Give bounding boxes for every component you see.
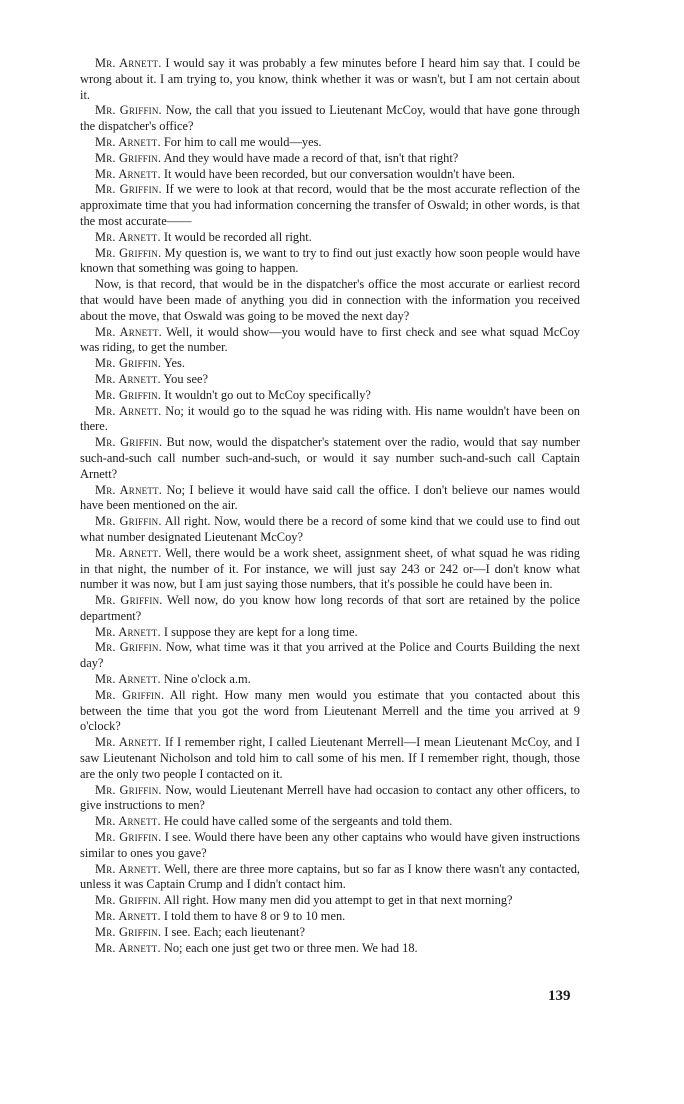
- transcript-paragraph: [80, 277, 580, 324]
- speaker-name: Mr. Griffin.: [95, 150, 162, 165]
- speaker-name: Mr. Griffin.: [95, 387, 162, 402]
- speech-text: I see. Would there have been any other captains who would have given instructions similar to ones you gave?: [80, 830, 580, 860]
- speaker-name: Mr. Arnett.: [95, 134, 161, 149]
- speech-text: You see?: [163, 371, 208, 386]
- speech-text: It would have been recorded, but our conversation wouldn't have been.: [163, 166, 516, 181]
- speaker-name: Mr. Arnett.: [95, 166, 161, 181]
- speaker-name: Mr. Arnett.: [95, 861, 161, 876]
- transcript-paragraph: [80, 909, 580, 925]
- speech-text: I see. Each; each lieutenant?: [164, 924, 305, 939]
- transcript-paragraph: [80, 672, 580, 688]
- speaker-name: Mr. Arnett.: [95, 229, 161, 244]
- speech-text: Yes.: [163, 356, 185, 371]
- speaker-name: Mr. Arnett.: [95, 909, 161, 924]
- speech-text: I told them to have 8 or 9 to 10 men.: [163, 909, 346, 924]
- transcript-paragraph: [80, 103, 580, 135]
- transcript-paragraph: [80, 941, 580, 957]
- transcript-paragraph: [80, 546, 580, 593]
- speaker-name: Mr. Griffin.: [95, 687, 165, 702]
- speaker-name: Mr. Arnett.: [95, 624, 161, 639]
- speech-text: I suppose they are kept for a long time.: [163, 624, 358, 639]
- speech-text: Now, what time was it that you arrived at the Police and Courts Building the next day?: [80, 640, 580, 671]
- transcript-paragraph: [80, 135, 580, 151]
- transcript-paragraph: [80, 640, 580, 672]
- speaker-name: Mr. Arnett.: [95, 324, 162, 339]
- transcript-paragraph: [80, 230, 580, 246]
- speech-text: Now, the call that you issued to Lieutenant McCoy, would that have gone through the dispatcher's office?: [80, 103, 580, 134]
- speaker-name: Mr. Arnett.: [95, 814, 161, 829]
- transcript-paragraph: [80, 925, 580, 941]
- transcript-paragraph: [80, 356, 580, 372]
- speaker-name: Mr. Arnett.: [95, 672, 161, 687]
- transcript-paragraph: [80, 167, 580, 183]
- speech-text: No; I believe it would have said call the office. I don't believe our names would have been mentioned on the air.: [80, 482, 580, 513]
- speech-text: Well now, do you know how long records of that sort are retained by the police department?: [80, 593, 581, 623]
- transcript-paragraph: [80, 735, 580, 782]
- speech-text: Well, there are three more captains, but so far as I know there wasn't any contacted, unless it was Captain Crump and I didn't contact him.: [80, 861, 580, 892]
- speaker-name: Mr. Griffin.: [95, 593, 163, 608]
- speech-text: If we were to look at that record, would that be the most accurate reflection of the approximate time that you had information concerning the transfer of Oswald; in other words, is that the most accurate——: [80, 182, 580, 228]
- transcript-paragraph: [80, 830, 580, 862]
- speech-text: He could have called some of the sergeants and told them.: [163, 814, 453, 829]
- speech-text: Now, would Lieutenant Merrell have had occasion to contact any other officers, to give instructions to men?: [80, 782, 581, 813]
- speaker-name: Mr. Arnett.: [95, 56, 162, 70]
- speaker-name: Mr. Griffin.: [95, 893, 162, 908]
- transcript-paragraph: [80, 151, 580, 167]
- transcript-paragraph: [80, 625, 580, 641]
- transcript-paragraph: [80, 246, 580, 278]
- speech-text: I would say it was probably a few minutes before I heard him say that. I could be wrong about it. I am trying to, you know, think whether it was or wasn't, but I am not certain about it.: [80, 56, 580, 102]
- speech-text: Nine o'clock a.m.: [163, 672, 251, 687]
- transcript-paragraph: [80, 388, 580, 404]
- speech-text: And they would have made a record of that, isn't that right?: [163, 150, 459, 165]
- speech-text: No; each one just get two or three men. We had 18.: [163, 940, 418, 955]
- transcript-paragraph: [80, 372, 580, 388]
- transcript-paragraph: [80, 404, 580, 436]
- speech-text: For him to call me would—yes.: [163, 134, 322, 149]
- speaker-name: Mr. Griffin.: [95, 356, 162, 371]
- speaker-name: Mr. Griffin.: [95, 103, 162, 118]
- speaker-name: Mr. Arnett.: [95, 735, 162, 750]
- transcript-paragraph: [80, 56, 580, 103]
- speaker-name: Mr. Griffin.: [95, 830, 162, 845]
- speech-text: If I remember right, I called Lieutenant Merrell—I mean Lieutenant McCoy, and I saw Lieutenant Nicholson and told him to call some of his men. If I remember right, though, those are the only two people I contacted on it.: [80, 735, 580, 781]
- speech-text: But now, would the dispatcher's statement over the radio, would that say number such-and-such call number such-and-such, or would it say number such-and-such call Captain Arnett?: [80, 435, 581, 481]
- transcript-paragraph: [80, 862, 580, 894]
- speech-text: Well, there would be a work sheet, assignment sheet, of what squad he was riding in that night, the number of it. For instance, we will just say 243 or 242 or—I don't know what number it was now, but I am just saying those numbers, that it's possible he could have been in.: [80, 545, 580, 592]
- transcript-paragraph: [80, 783, 580, 815]
- transcript-paragraph: [80, 814, 580, 830]
- transcript-paragraph: [80, 435, 580, 482]
- speech-text: All right. How many men would you estimate that you contacted about this between the time that you got the word from Lieutenant Merrell and the time you arrived at 9 o'clock?: [80, 687, 581, 734]
- speaker-name: Mr. Arnett.: [95, 940, 161, 955]
- speech-text: No; it would go to the squad he was riding with. His name wouldn't have been on there.: [80, 403, 580, 434]
- page-number: 139: [548, 988, 571, 1004]
- speech-text: My question is, we want to try to find out just exactly how soon people would have known that something was going to happen.: [80, 245, 580, 276]
- speaker-name: Mr. Arnett.: [95, 545, 162, 560]
- speech-text: It would be recorded all right.: [163, 229, 312, 244]
- speaker-name: Mr. Griffin.: [95, 514, 162, 529]
- speaker-name: Mr. Griffin.: [95, 182, 162, 197]
- transcript-paragraph: [80, 688, 580, 735]
- transcript-paragraph: [80, 182, 580, 229]
- speaker-name: Mr. Griffin.: [95, 782, 162, 797]
- transcript-paragraph: [80, 514, 580, 546]
- speech-text: All right. Now, would there be a record of some kind that we could use to find out what number designated Lieutenant McCoy?: [80, 514, 580, 544]
- transcript-paragraph: [80, 483, 580, 515]
- speaker-name: Mr. Arnett.: [95, 371, 161, 386]
- transcript-body: [80, 56, 580, 956]
- speaker-name: Mr. Griffin.: [95, 640, 162, 655]
- speech-text: It wouldn't go out to McCoy specifically?: [164, 387, 371, 402]
- transcript-paragraph: [80, 325, 580, 357]
- transcript-paragraph: [80, 893, 580, 909]
- speech-text: All right. How many men did you attempt to get in that next morning?: [163, 893, 513, 908]
- speech-text: Now, is that record, that would be in the dispatcher's office the most accurate or earliest record that would have been made of anything you did in connection with the information you received about the move, that Oswald was going to be moved the next day?: [80, 277, 580, 323]
- speaker-name: Mr. Arnett.: [95, 482, 163, 497]
- speaker-name: Mr. Griffin.: [95, 435, 163, 450]
- speech-text: Well, it would show—you would have to first check and see what squad McCoy was riding, to get the number.: [80, 324, 580, 355]
- speaker-name: Mr. Griffin.: [95, 245, 162, 260]
- speaker-name: Mr. Arnett.: [95, 403, 162, 418]
- transcript-paragraph: [80, 593, 580, 625]
- speaker-name: Mr. Griffin.: [95, 924, 162, 939]
